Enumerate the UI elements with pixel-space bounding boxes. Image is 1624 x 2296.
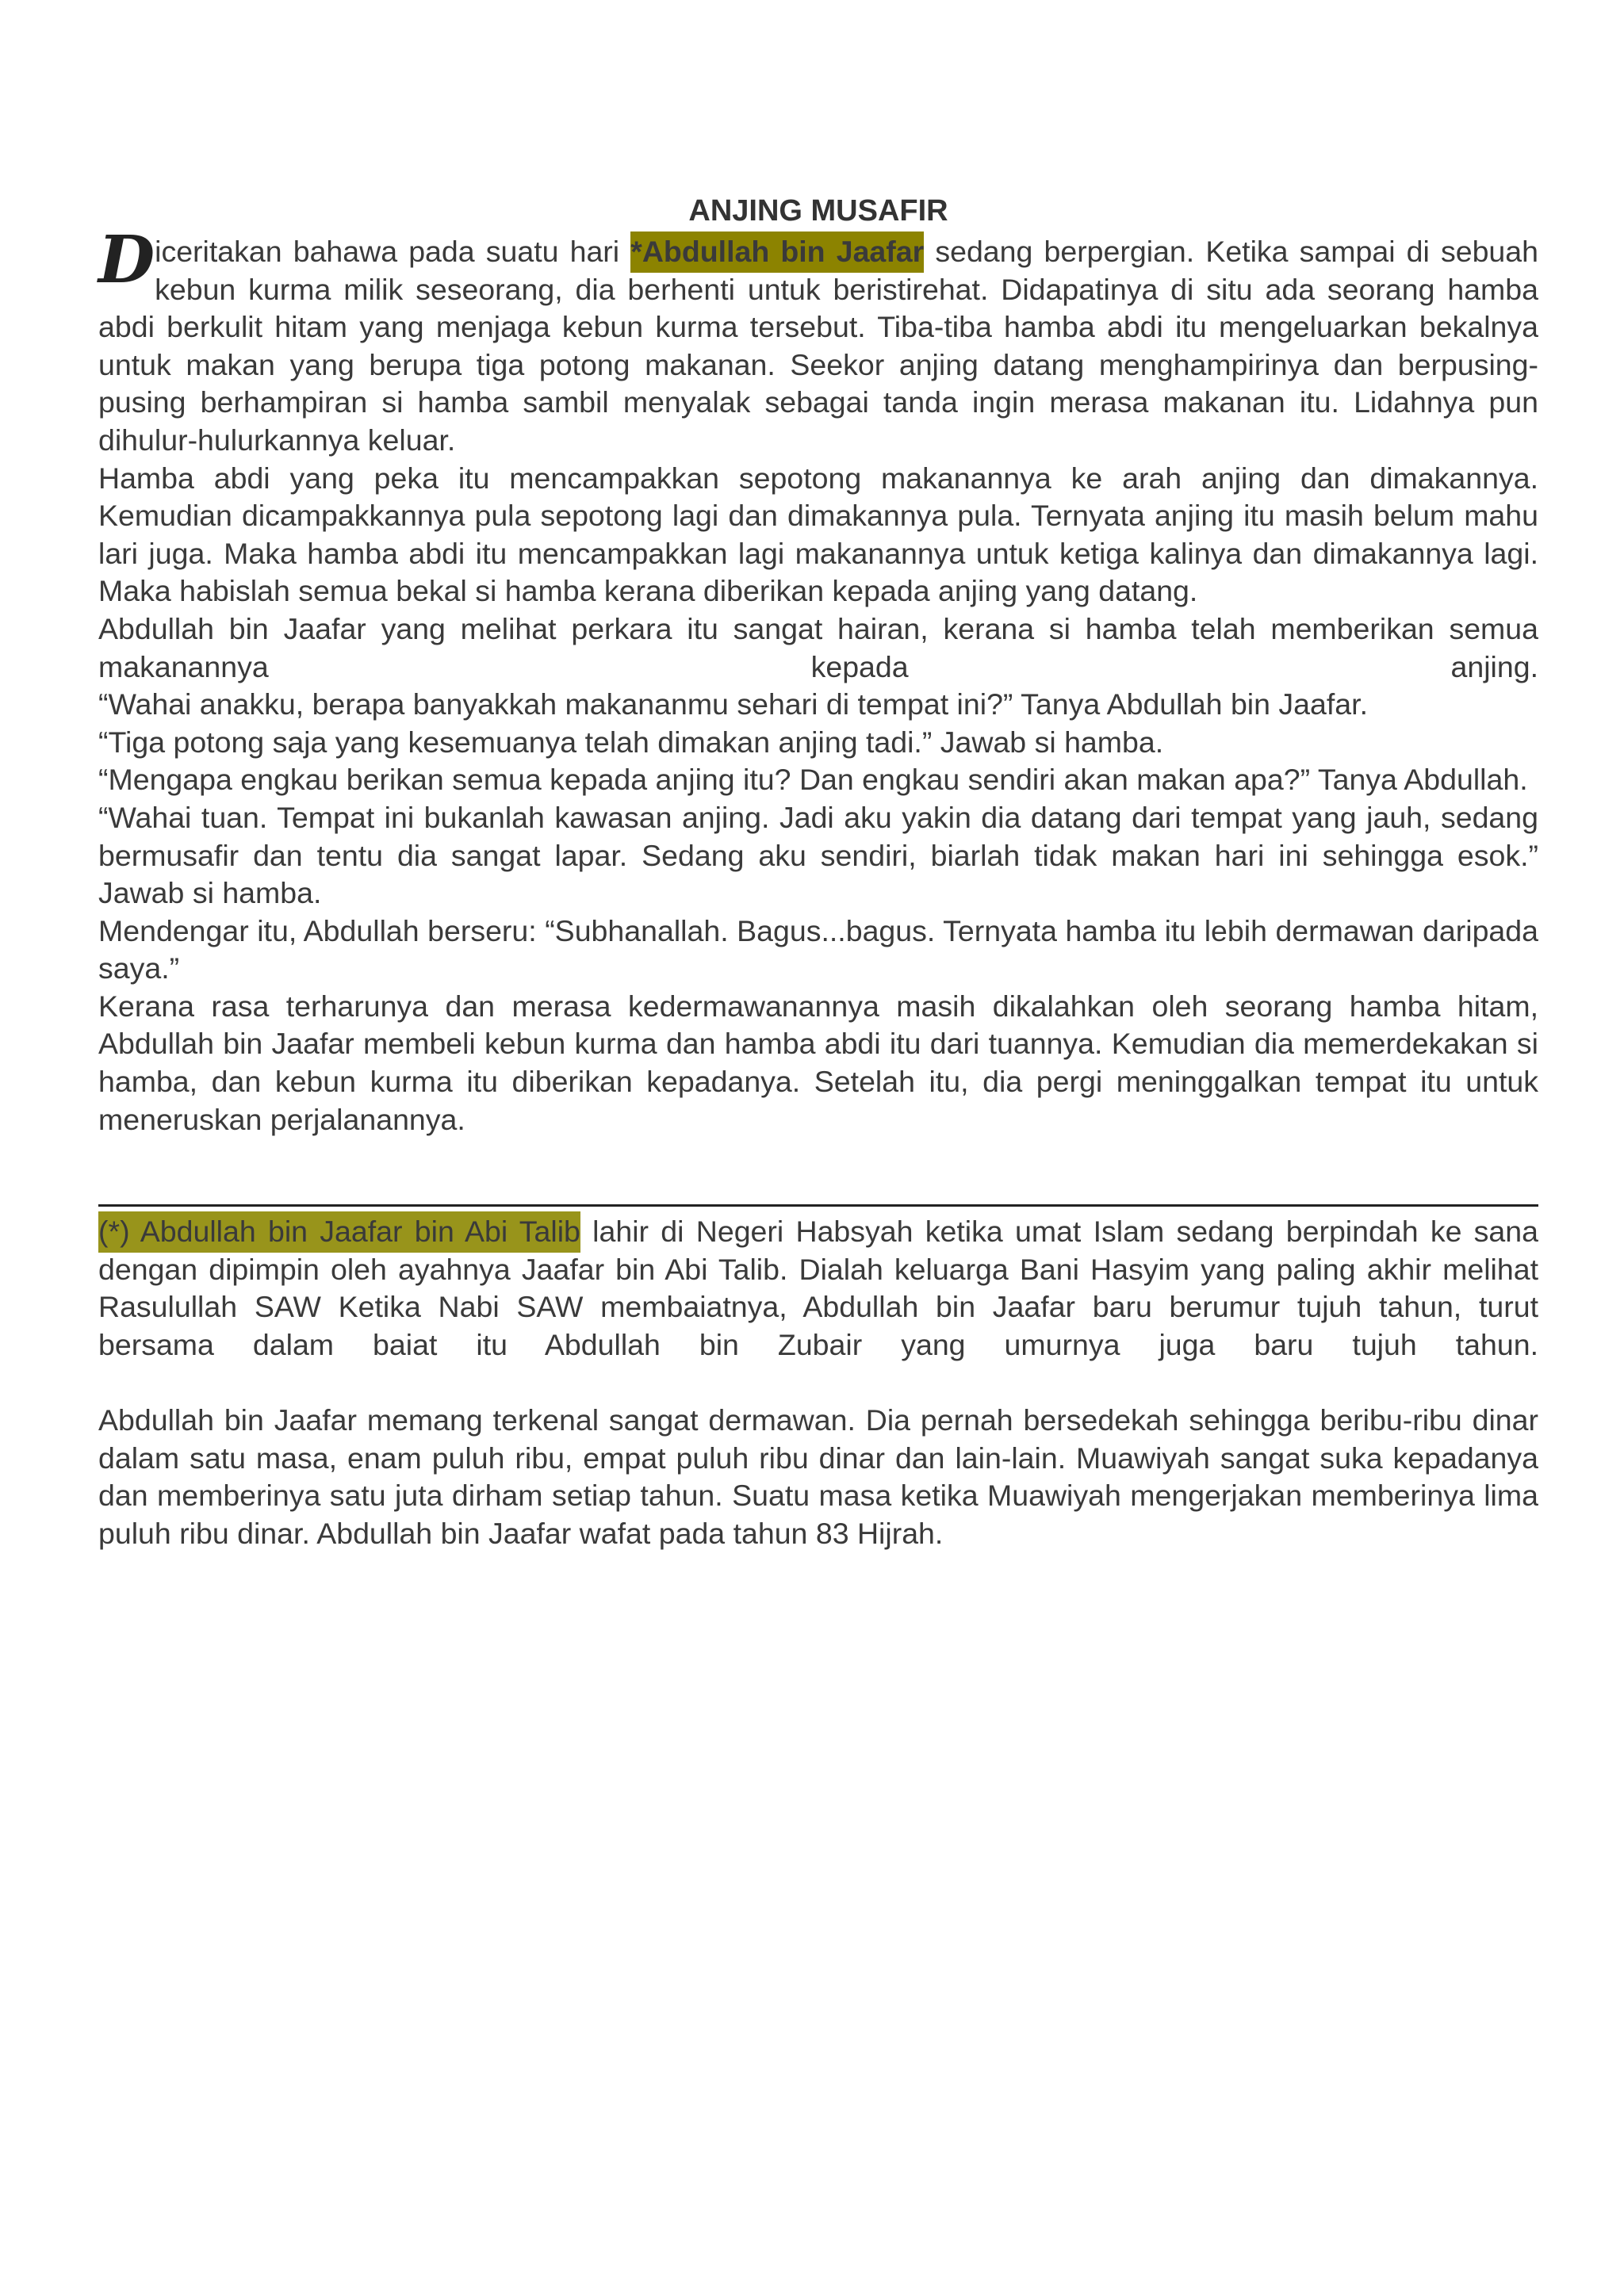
story-body [98,222,1538,1138]
footnote-text: lahir di Negeri Habsyah ketika umat Islam sedang berpindah ke sana dengan dipimpin oleh ayahnya Jaafar bin Abi Talib. Dialah keluarga Bani Hasyim yang paling akhir melihat Rasulullah SAW Ketika Nabi SAW membaiatnya, Abdullah bin Jaafar baru berumur tujuh tahun, turut bersama dalam baiat itu Abdullah bin Zubair yang umurnya juga baru tujuh tahun. [98,1215,1539,1362]
footnote-paragraph-2: Abdullah bin Jaafar memang terkenal sangat dermawan. Dia pernah bersedekah sehingga beribu-ribu dinar dalam satu masa, enam puluh ribu, empat puluh ribu dinar dan lain-lain. Muawiyah sangat suka kepadanya dan memberinya satu juta dirham setiap tahun. Suatu masa ketika Muawiyah mengerjakan memberinya lima puluh ribu dinar. Abdullah bin Jaafar wafat pada tahun 83 Hijrah. [98,1403,1538,1550]
intro-text-start: iceritakan bahawa pada suatu hari [155,235,631,268]
paragraph-3: Abdullah bin Jaafar yang melihat perkara itu sangat hairan, kerana si hamba telah memberikan semua makanannya kepada anjing. [98,611,1538,683]
paragraph-4: “Wahai anakku, berapa banyakkah makananmu sehari di tempat ini?” Tanya Abdullah bin Jaafar. [98,687,1368,721]
drop-cap: D [98,222,152,298]
footnote [98,1213,1538,1552]
paragraph-intro [98,222,1538,460]
footnote-spacer [98,1364,1538,1402]
footnote-paragraph-1 [98,1213,1538,1364]
paragraph-6: “Mengapa engkau berikan semua kepada anjing itu? Dan engkau sendiri akan makan apa?” Tanya Abdullah. [98,763,1528,797]
paragraph-2: Hamba abdi yang peka itu mencampakkan sepotong makanannya ke arah anjing dan dimakannya. Kemudian dicampakkannya pula sepotong lagi dan dimakannya pula. Ternyata anjing itu masih belum mahu lari juga. Maka hamba abdi itu mencampakkan lagi makanannya untuk ketiga kalinya dan dimakannya lagi. Maka habislah semua bekal si hamba kerana diberikan kepada anjing yang datang. [98,461,1538,608]
page-title: ANJING MUSAFIR [688,194,948,228]
footnote-highlight: (*) Abdullah bin Jaafar bin Abi Talib [98,1211,580,1253]
paragraph-8: Mendengar itu, Abdullah berseru: “Subhanallah. Bagus...bagus. Ternyata hamba itu lebih dermawan daripada saya.” [98,913,1538,985]
paragraph-5: “Tiga potong saja yang kesemuanya telah dimakan anjing tadi.” Jawab si hamba. [98,725,1164,759]
highlighted-name: *Abdullah bin Jaafar [630,232,924,273]
paragraph-7: “Wahai tuan. Tempat ini bukanlah kawasan anjing. Jadi aku yakin dia datang dari tempat yang jauh, sedang bermusafir dan tentu dia sangat lapar. Sedang aku sendiri, biarlah tidak makan hari ini sehingga esok.” Jawab si hamba. [98,800,1538,910]
paragraph-9: Kerana rasa terharunya dan merasa kedermawanannya masih dikalahkan oleh seorang hamba hitam, Abdullah bin Jaafar membeli kebun kurma dan hamba abdi itu dari tuannya. Kemudian dia memerdekakan si hamba, dan kebun kurma itu diberikan kepadanya. Setelah itu, dia pergi meninggalkan tempat itu untuk meneruskan perjalanannya. [98,989,1538,1136]
footnote-divider [98,1204,1538,1207]
document-page [98,192,1538,1553]
intro-text-rest: sedang berpergian. Ketika sampai di sebuah kebun kurma milik seseorang, dia berhenti untuk beristirehat. Didapatinya di situ ada seorang hamba abdi berkulit hitam yang menjaga kebun kurma tersebut. Tiba-tiba hamba abdi itu mengeluarkan bekalnya untuk makan yang berupa tiga potong makanan. Seekor anjing datang menghampirinya dan berpusing-pusing berhampiran si hamba sambil menyalak sebagai tanda ingin merasa makanan itu. Lidahnya pun dihulur-hulurkannya keluar. [98,235,1538,457]
